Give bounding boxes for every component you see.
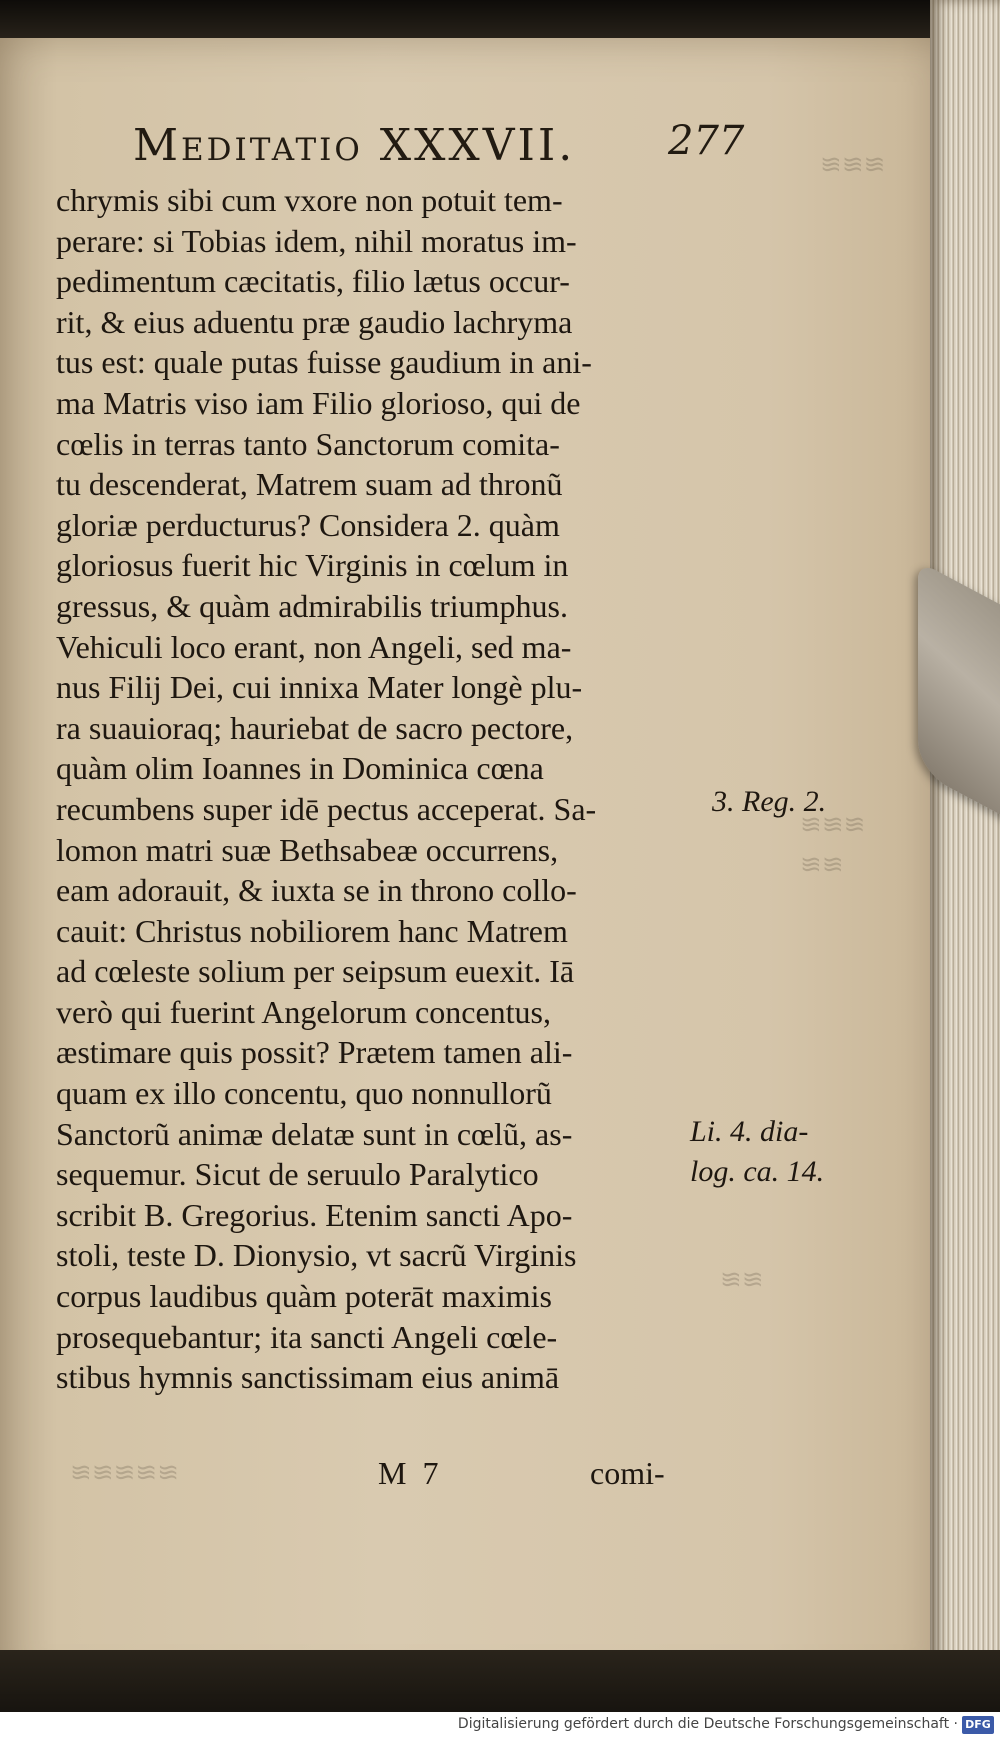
page-edges [930,0,1000,1690]
text-line: rit, & eius aduentu præ gaudio lachryma [56,303,573,340]
scan-top-shadow [0,0,1000,42]
text-line: quàm olim Ioannes in Dominica cœna [56,750,544,787]
text-line: perare: si Tobias idem, nihil moratus im- [56,222,577,259]
text-line: sequemur. Sicut de seruulo Paralytico [56,1156,539,1193]
running-head [78,118,745,171]
show-through-text: ≋≋≋≋≋ [70,1458,179,1488]
show-through-text: ≋≋ [800,850,844,880]
signature-mark: M 7 [378,1455,443,1491]
margin-note: Li. 4. dia- [690,1115,809,1148]
show-through-text: ≋≋≋ [800,810,866,840]
footer-credit: Digitalisierung gefördert durch die Deutsche Forschungsgemeinschaft · [457,1716,958,1732]
text-line: prosequebantur; ita sancti Angeli cœle- [56,1318,558,1355]
margin-note: 3. Reg. 2. [712,785,827,818]
margin-note: log. ca. 14. [690,1155,825,1188]
text-line: ra suauioraq; hauriebat de sacro pectore, [56,709,574,746]
text-line: recumbens super idē pectus acceperat. Sa- [56,790,597,827]
text-line: corpus laudibus quàm poterāt maximis [56,1278,552,1315]
body-text [56,180,696,1398]
text-line: pedimentum cæcitatis, filio lætus occur- [56,263,570,300]
text-line: scribit B. Gregorius. Etenim sancti Apo- [56,1196,573,1233]
footer-bar [0,1712,1000,1740]
show-through-text: ≋≋ [720,1265,764,1295]
text-line: nus Filij Dei, cui innixa Mater longè plu- [56,669,583,706]
text-line: verò qui fuerint Angelorum concentus, [56,993,551,1030]
show-through-text: ≋≋≋ [820,150,886,180]
text-line: Sanctorũ animæ delatæ sunt in cœlũ, as- [56,1115,573,1152]
text-line: tus est: quale putas fuisse gaudium in ani- [56,344,592,381]
text-line: chrymis sibi cum vxore non potuit tem- [56,182,563,218]
text-line: gloriosus fuerit hic Virginis in cœlum in [56,547,569,584]
dfg-logo: DFG [962,1716,994,1734]
page-number: 277 [668,118,745,164]
running-title: Meditatio XXXVII. [133,120,576,171]
text-line: tu descenderat, Matrem suam ad thronũ [56,466,563,503]
text-line: ma Matris viso iam Filio glorioso, qui de [56,384,581,421]
text-line: cœlis in terras tanto Sanctorum comita- [56,425,560,462]
text-line: eam adorauit, & iuxta se in throno collo- [56,872,577,909]
text-line: quam ex illo concentu, quo nonnullorũ [56,1075,552,1112]
text-line: cauit: Christus nobiliorem hanc Matrem [56,912,568,949]
text-line: ad cœleste solium per seipsum euexit. Iā [56,953,575,990]
text-line: gressus, & quàm admirabilis triumphus. [56,587,568,624]
text-line: æstimare quis possit? Prætem tamen ali- [56,1034,573,1071]
text-line: stoli, teste D. Dionysio, vt sacrũ Virginis [56,1237,577,1274]
text-line: lomon matri suæ Bethsabeæ occurrens, [56,831,559,868]
text-line: gloriæ perducturus? Considera 2. quàm [56,506,560,543]
text-line: stibus hymnis sanctissimam eius animā [56,1359,560,1396]
catchword: comi- [590,1455,665,1491]
text-line: Vehiculi loco erant, non Angeli, sed ma- [56,628,572,665]
